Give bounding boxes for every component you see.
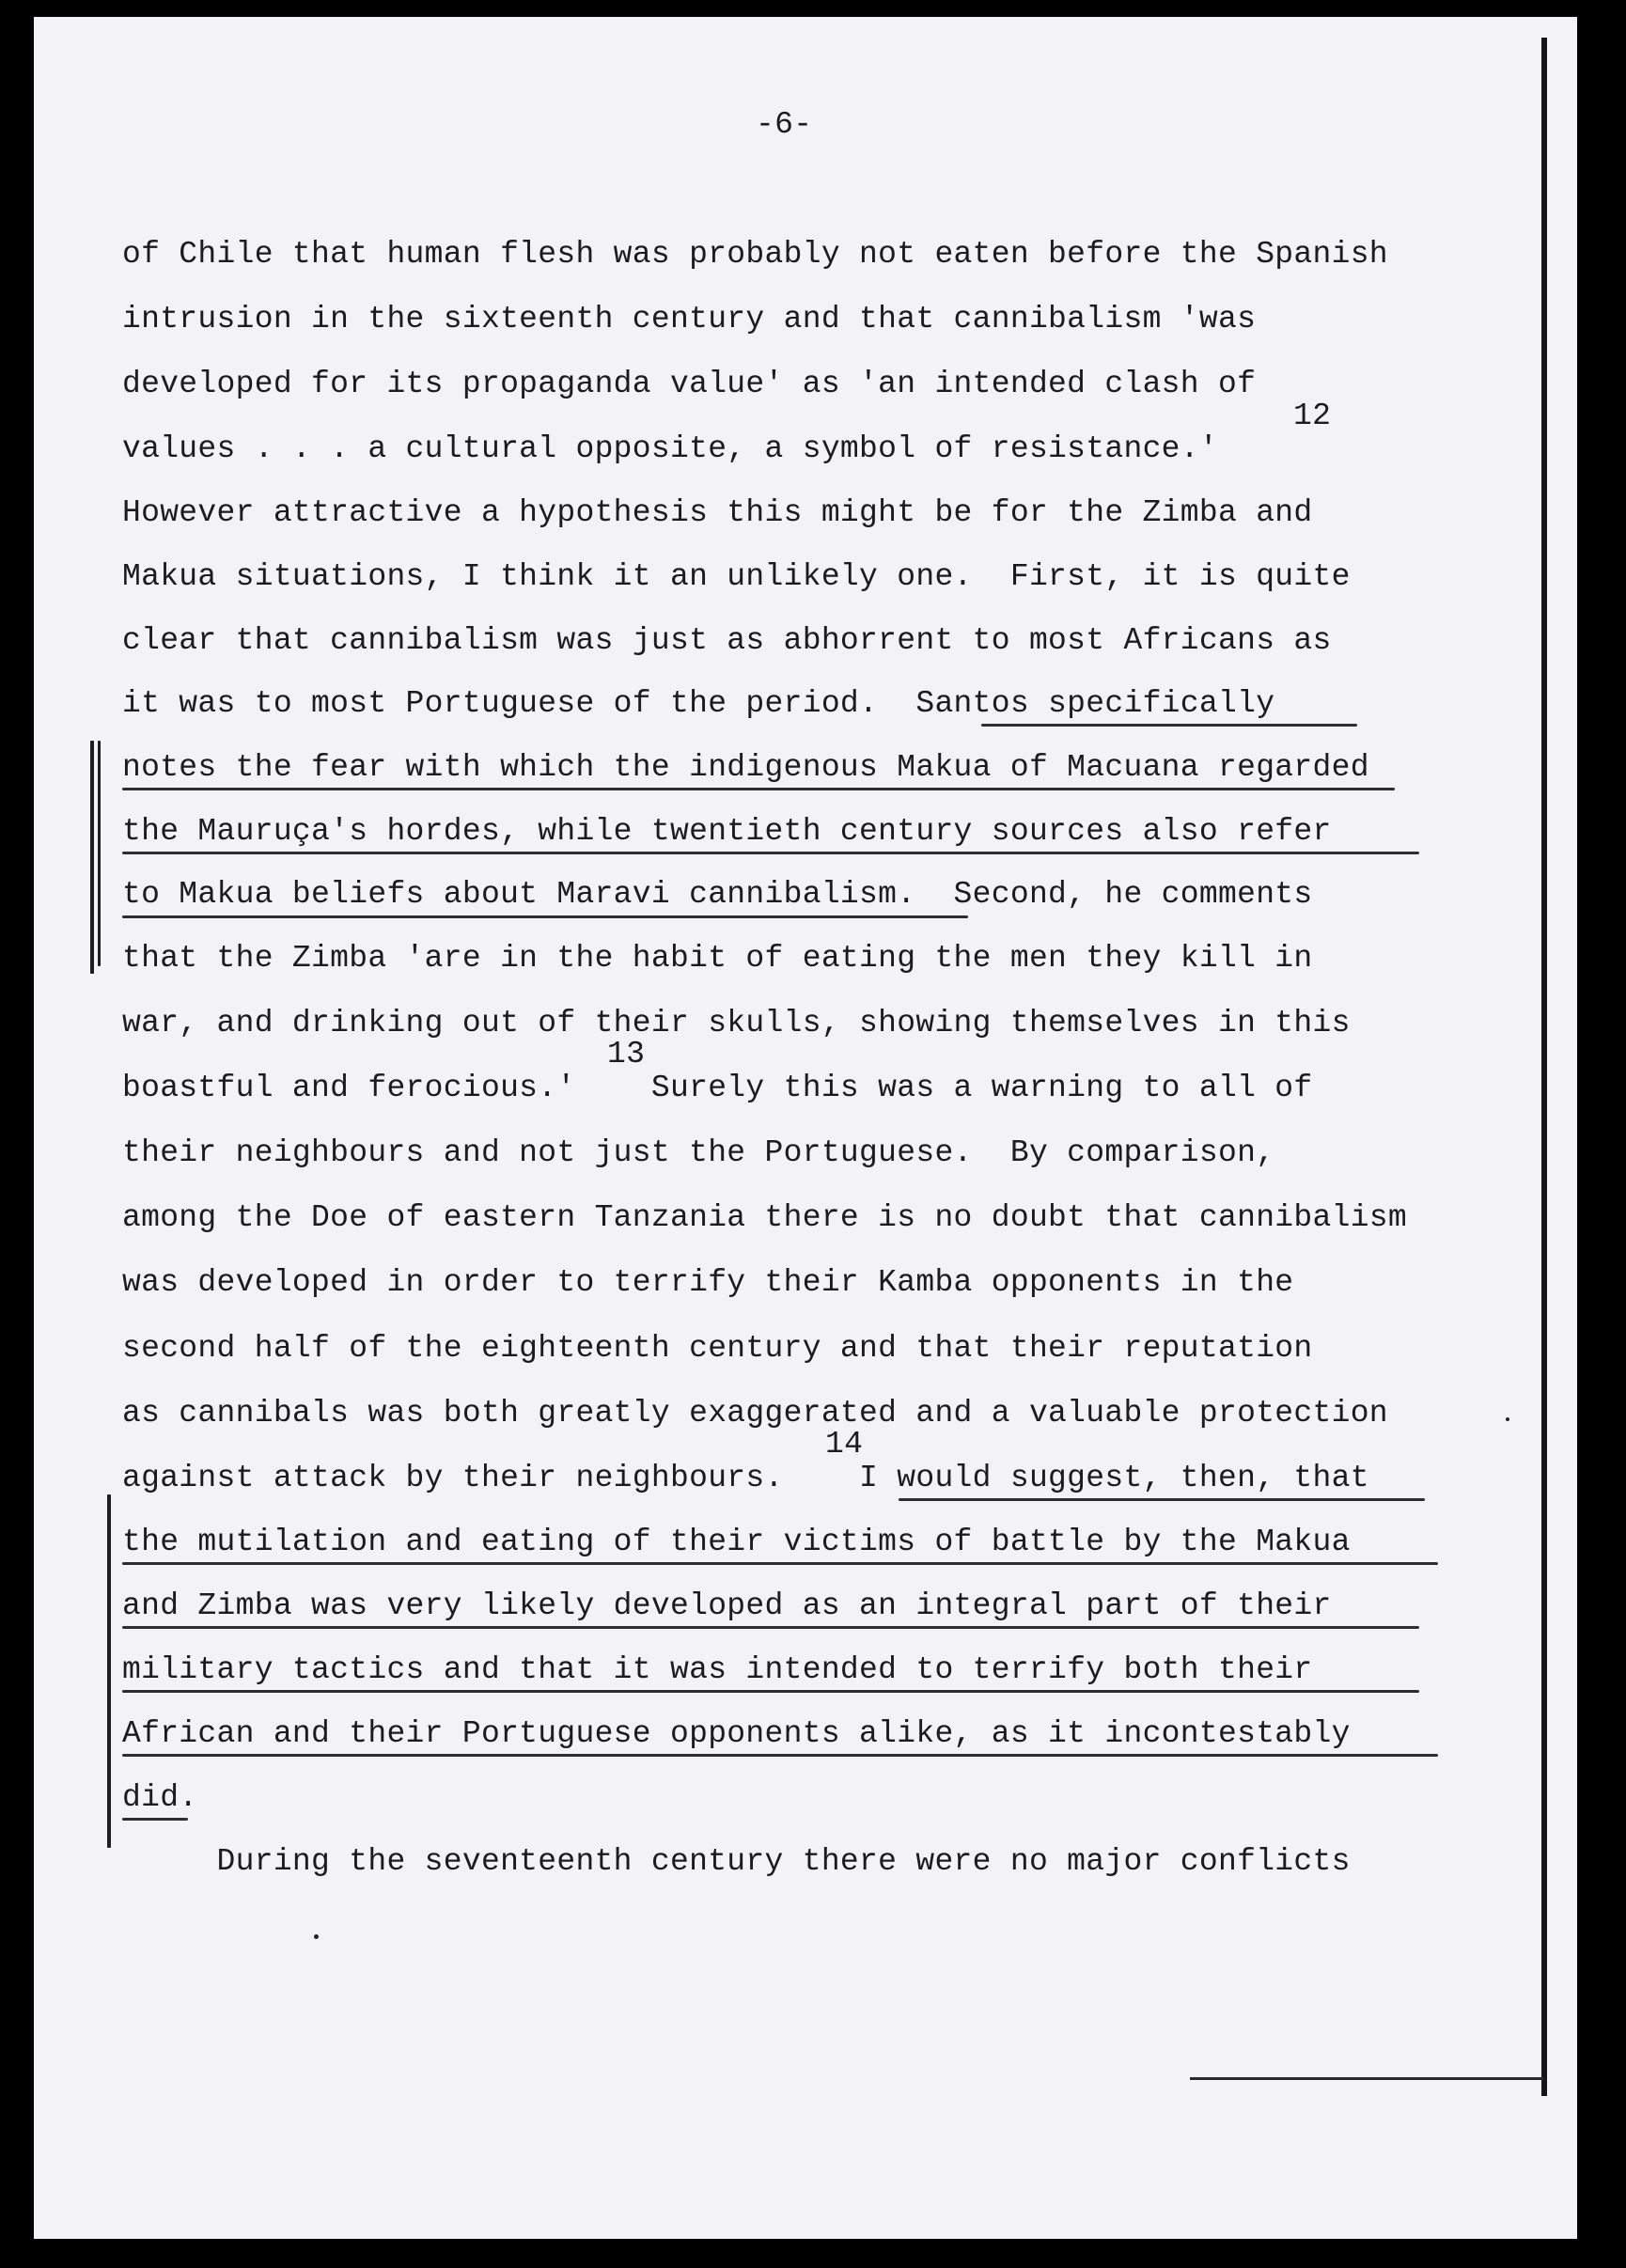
text-line-4: values . . . a cultural opposite, a symbol of resistance.' — [122, 431, 1218, 466]
text-line-15: their neighbours and not just the Portuguese. By comparison, — [122, 1135, 1275, 1170]
bottom-rule — [1190, 2077, 1543, 2080]
footnote-12: 12 — [1293, 399, 1332, 433]
underline-3 — [122, 852, 1419, 854]
underline-6 — [122, 1562, 1438, 1565]
text-line-8: it was to most Portuguese of the period. Santos specifically — [122, 686, 1275, 721]
text-line-23: military tactics and that it was intended to terrify both their — [122, 1652, 1313, 1687]
text-line-11: to Makua beliefs about Maravi cannibalism. Second, he comments — [122, 877, 1313, 912]
text-line-7: clear that cannibalism was just as abhorrent to most Africans as — [122, 623, 1332, 658]
text-line-12: that the Zimba 'are in the habit of eating the men they kill in — [122, 941, 1313, 976]
text-line-13: war, and drinking out of their skulls, showing themselves in this — [122, 1006, 1351, 1040]
underline-2 — [122, 788, 1395, 790]
text-line-22: and Zimba was very likely developed as an integral part of their — [122, 1588, 1332, 1623]
text-line-14: boastful and ferocious.' Surely this was a warning to all of — [122, 1071, 1313, 1105]
underline-8 — [122, 1690, 1419, 1693]
text-line-24: African and their Portuguese opponents alike, as it incontestably — [122, 1716, 1351, 1751]
text-line-20: against attack by their neighbours. I would suggest, then, that — [122, 1461, 1369, 1495]
underline-1 — [981, 724, 1357, 727]
speck-1 — [314, 1934, 319, 1939]
text-line-5: However attractive a hypothesis this might be for the Zimba and — [122, 495, 1313, 530]
text-line-6: Makua situations, I think it an unlikely one. First, it is quite — [122, 559, 1351, 594]
text-line-19: as cannibals was both greatly exaggerated and a valuable protection — [122, 1396, 1388, 1431]
underline-7 — [122, 1626, 1419, 1629]
text-line-2: intrusion in the sixteenth century and that cannibalism 'was — [122, 302, 1257, 336]
text-line-9: notes the fear with which the indigenous Makua of Macuana regarded — [122, 750, 1369, 785]
margin-bracket-2 — [107, 1494, 111, 1848]
typescript-page — [34, 17, 1577, 2239]
page-edge-line — [1541, 38, 1547, 2096]
text-line-18: second half of the eighteenth century and that their reputation — [122, 1331, 1313, 1366]
footnote-14: 14 — [825, 1427, 864, 1462]
underline-4 — [122, 915, 968, 918]
text-line-25: did. — [122, 1780, 198, 1815]
underline-9 — [122, 1754, 1438, 1757]
text-line-10: the Mauruça's hordes, while twentieth century sources also refer — [122, 814, 1332, 849]
text-line-21: the mutilation and eating of their victims of battle by the Makua — [122, 1525, 1351, 1559]
text-line-3: developed for its propaganda value' as 'an intended clash of — [122, 367, 1257, 401]
underline-5 — [899, 1498, 1425, 1501]
underline-10 — [122, 1818, 188, 1821]
text-line-1: of Chile that human flesh was probably not eaten before the Spanish — [122, 237, 1388, 272]
margin-bracket-1a — [90, 741, 94, 974]
text-line-16: among the Doe of eastern Tanzania there is no doubt that cannibalism — [122, 1200, 1408, 1235]
text-line-17: was developed in order to terrify their Kamba opponents in the — [122, 1265, 1294, 1300]
margin-bracket-1b — [98, 741, 101, 966]
footnote-13: 13 — [607, 1037, 646, 1071]
speck-2 — [1506, 1417, 1509, 1421]
page-number: -6- — [756, 107, 813, 142]
text-line-26: During the seventeenth century there were no major conflicts — [122, 1844, 1351, 1879]
